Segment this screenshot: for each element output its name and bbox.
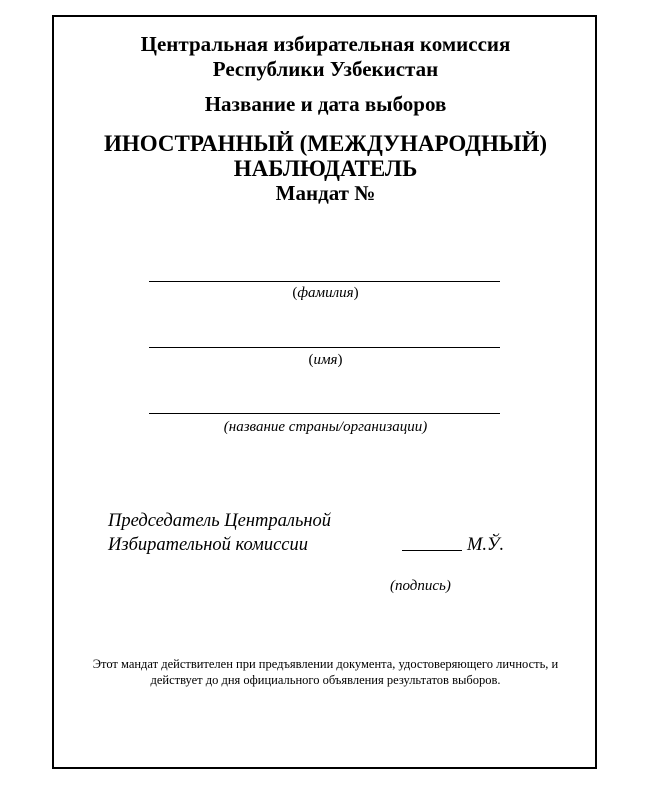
chairman-title-line1: Председатель Центральной <box>108 511 332 531</box>
surname-line <box>149 281 500 282</box>
validity-note-line1: Этот мандат действителен при предъявлении документа, удостоверяющего личность, и <box>92 657 559 671</box>
observer-title-line1: ИНОСТРАННЫЙ (МЕЖДУНАРОДНЫЙ) <box>103 131 548 156</box>
name-caption: (имя) <box>308 352 343 368</box>
observer-title-line2: НАБЛЮДАТЕЛЬ <box>233 156 418 181</box>
stamp-initials: М.Ў. <box>467 535 505 555</box>
country-caption: (название страны/организации) <box>223 419 428 435</box>
commission-name-line2: Республики Узбекистан <box>212 57 439 81</box>
surname-caption: (фамилия) <box>292 285 359 301</box>
election-name: Название и дата выборов <box>204 92 447 116</box>
commission-name-line1: Центральная избирательная комиссия <box>140 32 511 56</box>
country-line <box>149 413 500 414</box>
name-line <box>149 347 500 348</box>
signature-caption: (подпись) <box>390 578 451 594</box>
mandate-number-label: Мандат № <box>275 181 376 205</box>
chairman-title-line2: Избирательной комиссии <box>108 535 309 555</box>
validity-note-line2: действует до дня официального объявления результатов выборов. <box>150 673 501 687</box>
signature-line <box>402 550 462 551</box>
